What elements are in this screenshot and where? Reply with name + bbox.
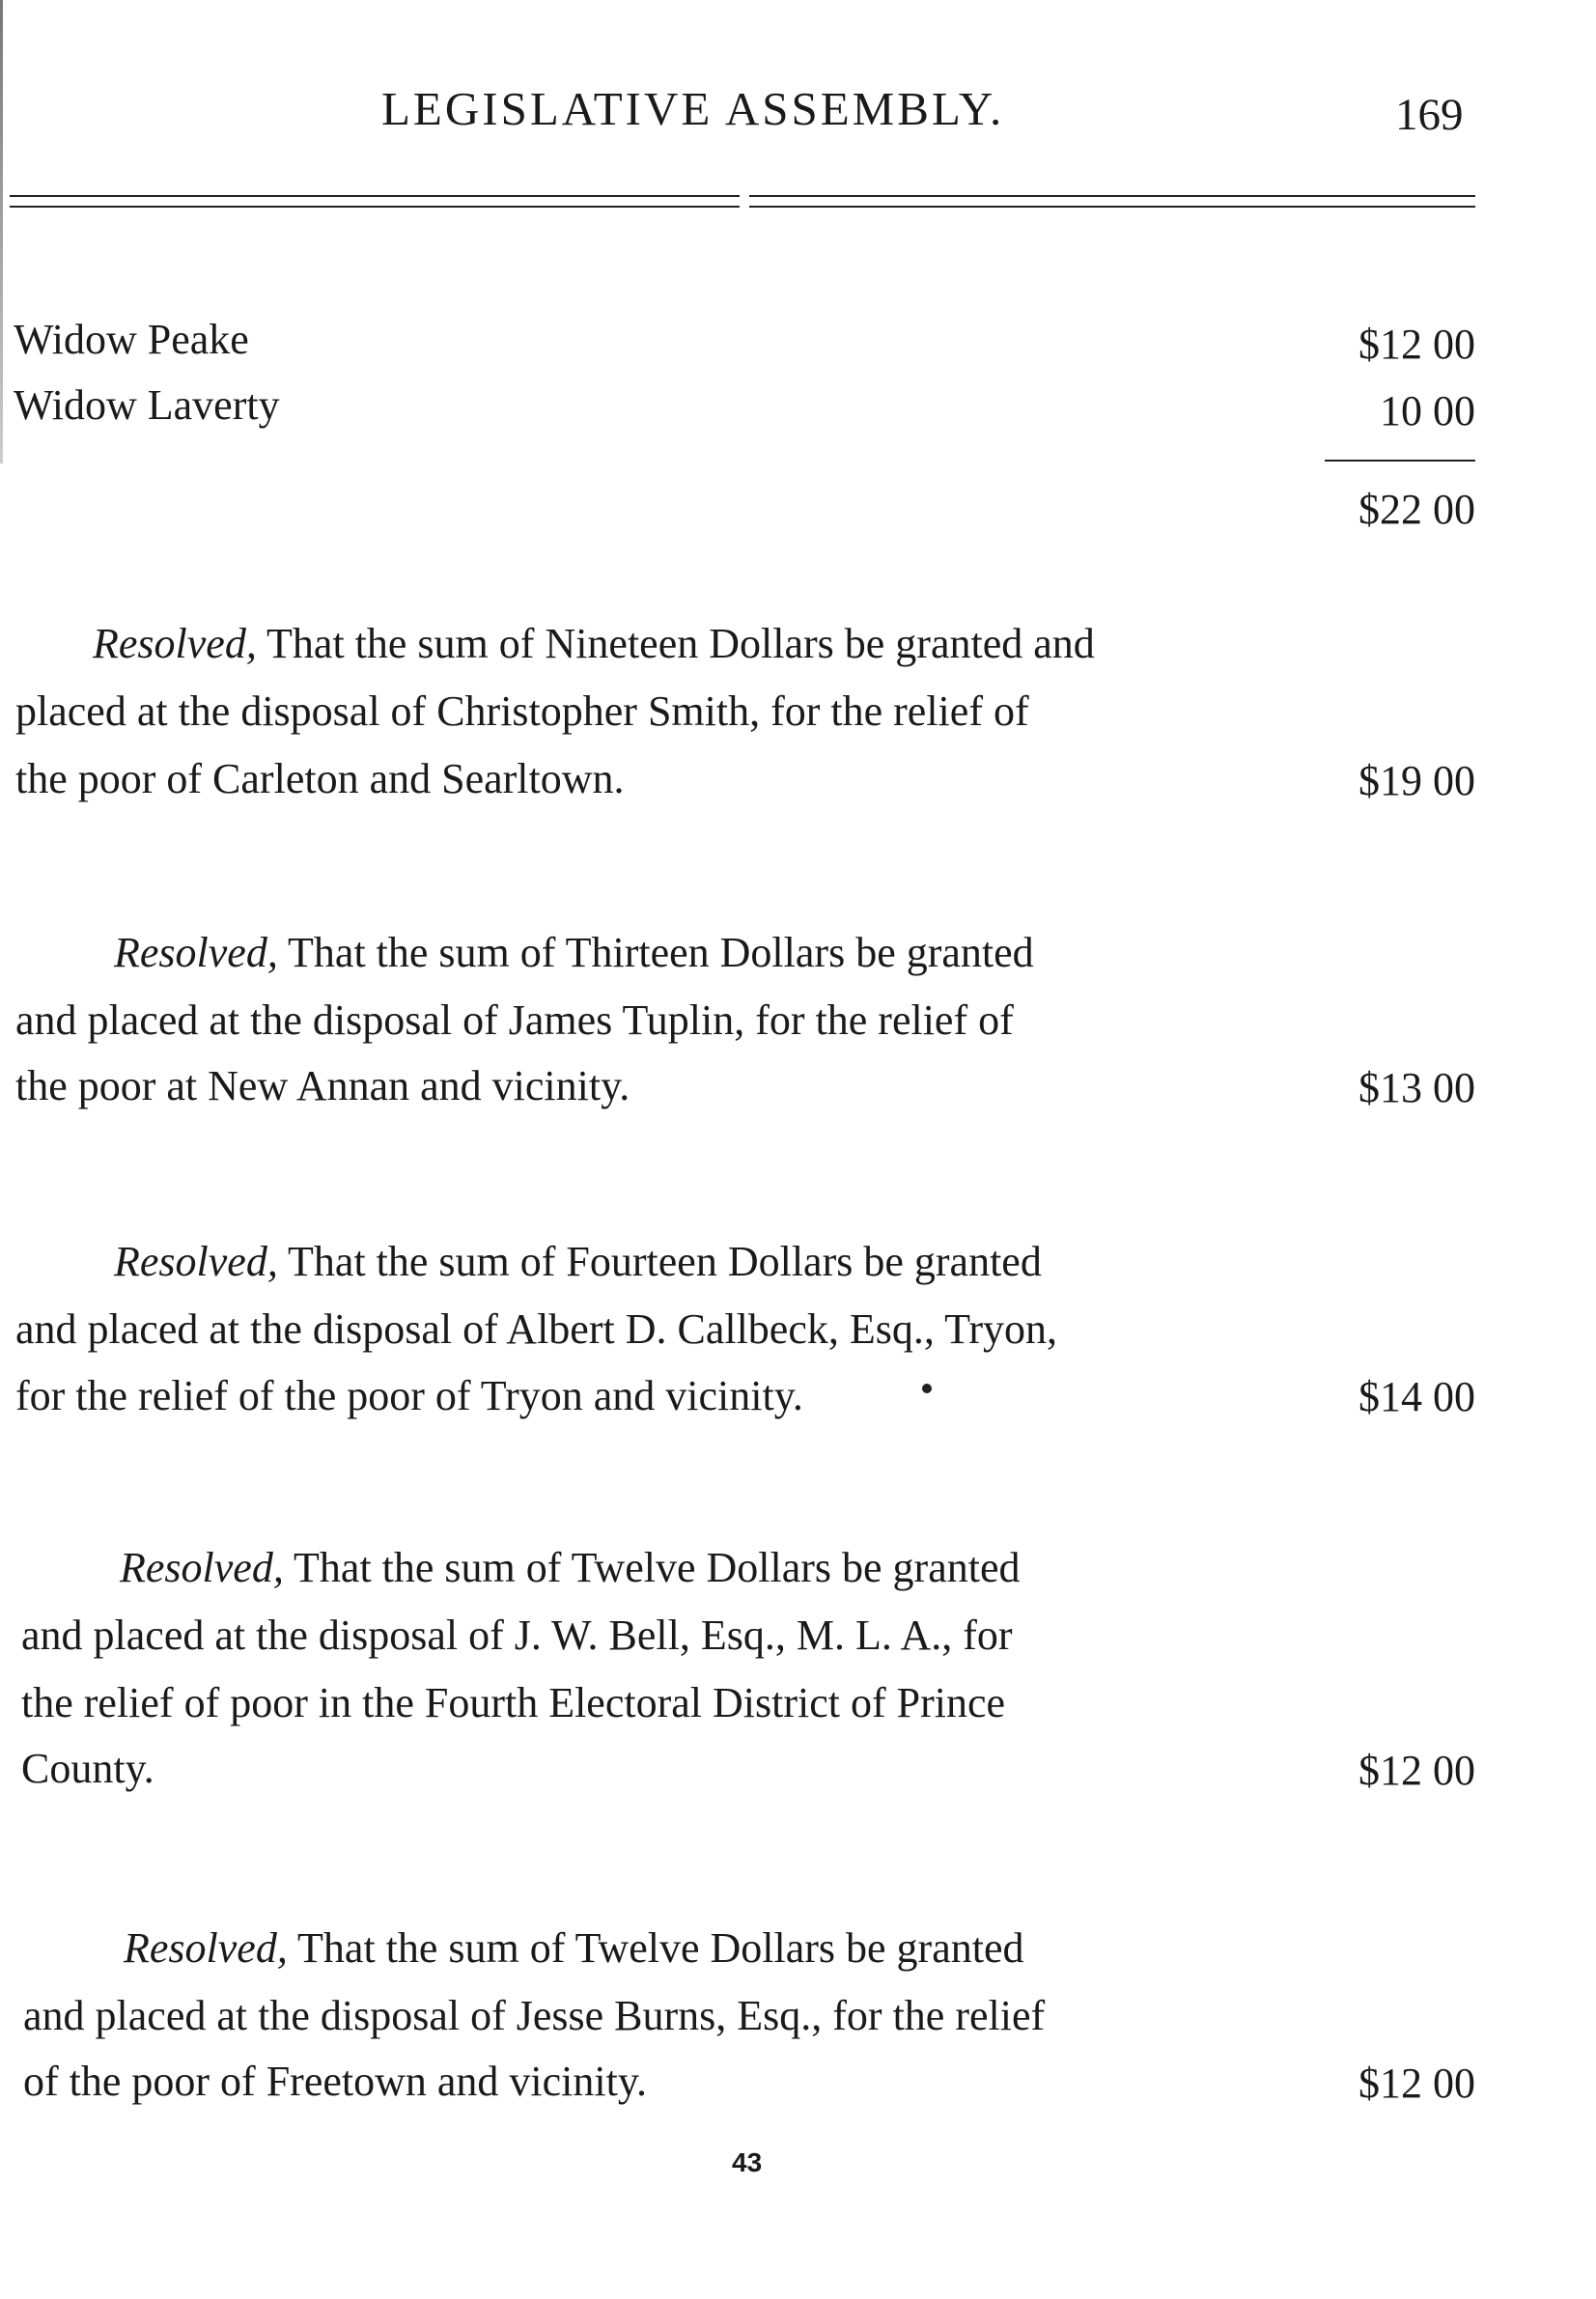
resolution-amount: $12 00 [1358, 1747, 1475, 1794]
signature-mark: 43 [732, 2147, 763, 2177]
resolution-line: Resolved, That the sum of Fourteen Dollars be granted [114, 1238, 1042, 1285]
resolution-amount: $14 00 [1358, 1373, 1475, 1420]
resolution-line: placed at the disposal of Christopher Smith, for the relief of [15, 687, 1029, 735]
running-title: LEGISLATIVE ASSEMBLY. [381, 82, 1005, 135]
resolution-amount: $12 00 [1358, 2060, 1475, 2107]
resolution-line: and placed at the disposal of James Tuplin, for the relief of [15, 996, 1014, 1044]
resolution-line: the relief of poor in the Fourth Electoral District of Prince [21, 1679, 1006, 1726]
resolved-lead: Resolved, [114, 1238, 278, 1285]
resolution-line: Resolved, That the sum of Twelve Dollars be granted [124, 1924, 1024, 1972]
ink-speck [922, 1384, 932, 1393]
resolved-lead: Resolved, [114, 929, 278, 976]
resolution-line: the poor at New Annan and vicinity. [15, 1062, 630, 1109]
resolution-amount: $19 00 [1358, 757, 1475, 804]
resolution-line: Resolved, That the sum of Thirteen Dollars be granted [114, 929, 1034, 976]
resolution-line: of the poor of Freetown and vicinity. [23, 2058, 647, 2105]
resolution-line: County. [21, 1745, 154, 1792]
header-rule-left [10, 195, 740, 208]
resolution-line: for the relief of the poor of Tryon and vicinity. [15, 1372, 803, 1419]
resolution-line: and placed at the disposal of Jesse Burns, Esq., for the relief [23, 1992, 1046, 2039]
page-edge-shadow [0, 0, 3, 463]
resolution-amount: $13 00 [1358, 1064, 1475, 1111]
resolution-line: Resolved, That the sum of Twelve Dollars be granted [120, 1544, 1021, 1591]
header-rule-right [749, 195, 1475, 208]
resolved-lead: Resolved, [120, 1544, 284, 1591]
resolution-line: and placed at the disposal of J. W. Bell, Esq., M. L. A., for [21, 1612, 1013, 1659]
list-item-amount: 10 00 [1380, 387, 1475, 435]
resolution-line: the poor of Carleton and Searltown. [15, 755, 625, 802]
list-item-amount: $12 00 [1358, 321, 1475, 368]
list-item-name: Widow Peake [14, 316, 249, 363]
list-total-amount: $22 00 [1358, 486, 1475, 533]
list-item-name: Widow Laverty [14, 381, 280, 429]
total-rule [1325, 460, 1475, 462]
page-number: 169 [1395, 90, 1464, 140]
resolution-line: and placed at the disposal of Albert D. Callbeck, Esq., Tryon, [15, 1305, 1058, 1353]
resolved-lead: Resolved, [93, 620, 257, 667]
resolved-lead: Resolved, [124, 1924, 288, 1972]
resolution-line: Resolved, That the sum of Nineteen Dollars be granted and [93, 620, 1095, 667]
